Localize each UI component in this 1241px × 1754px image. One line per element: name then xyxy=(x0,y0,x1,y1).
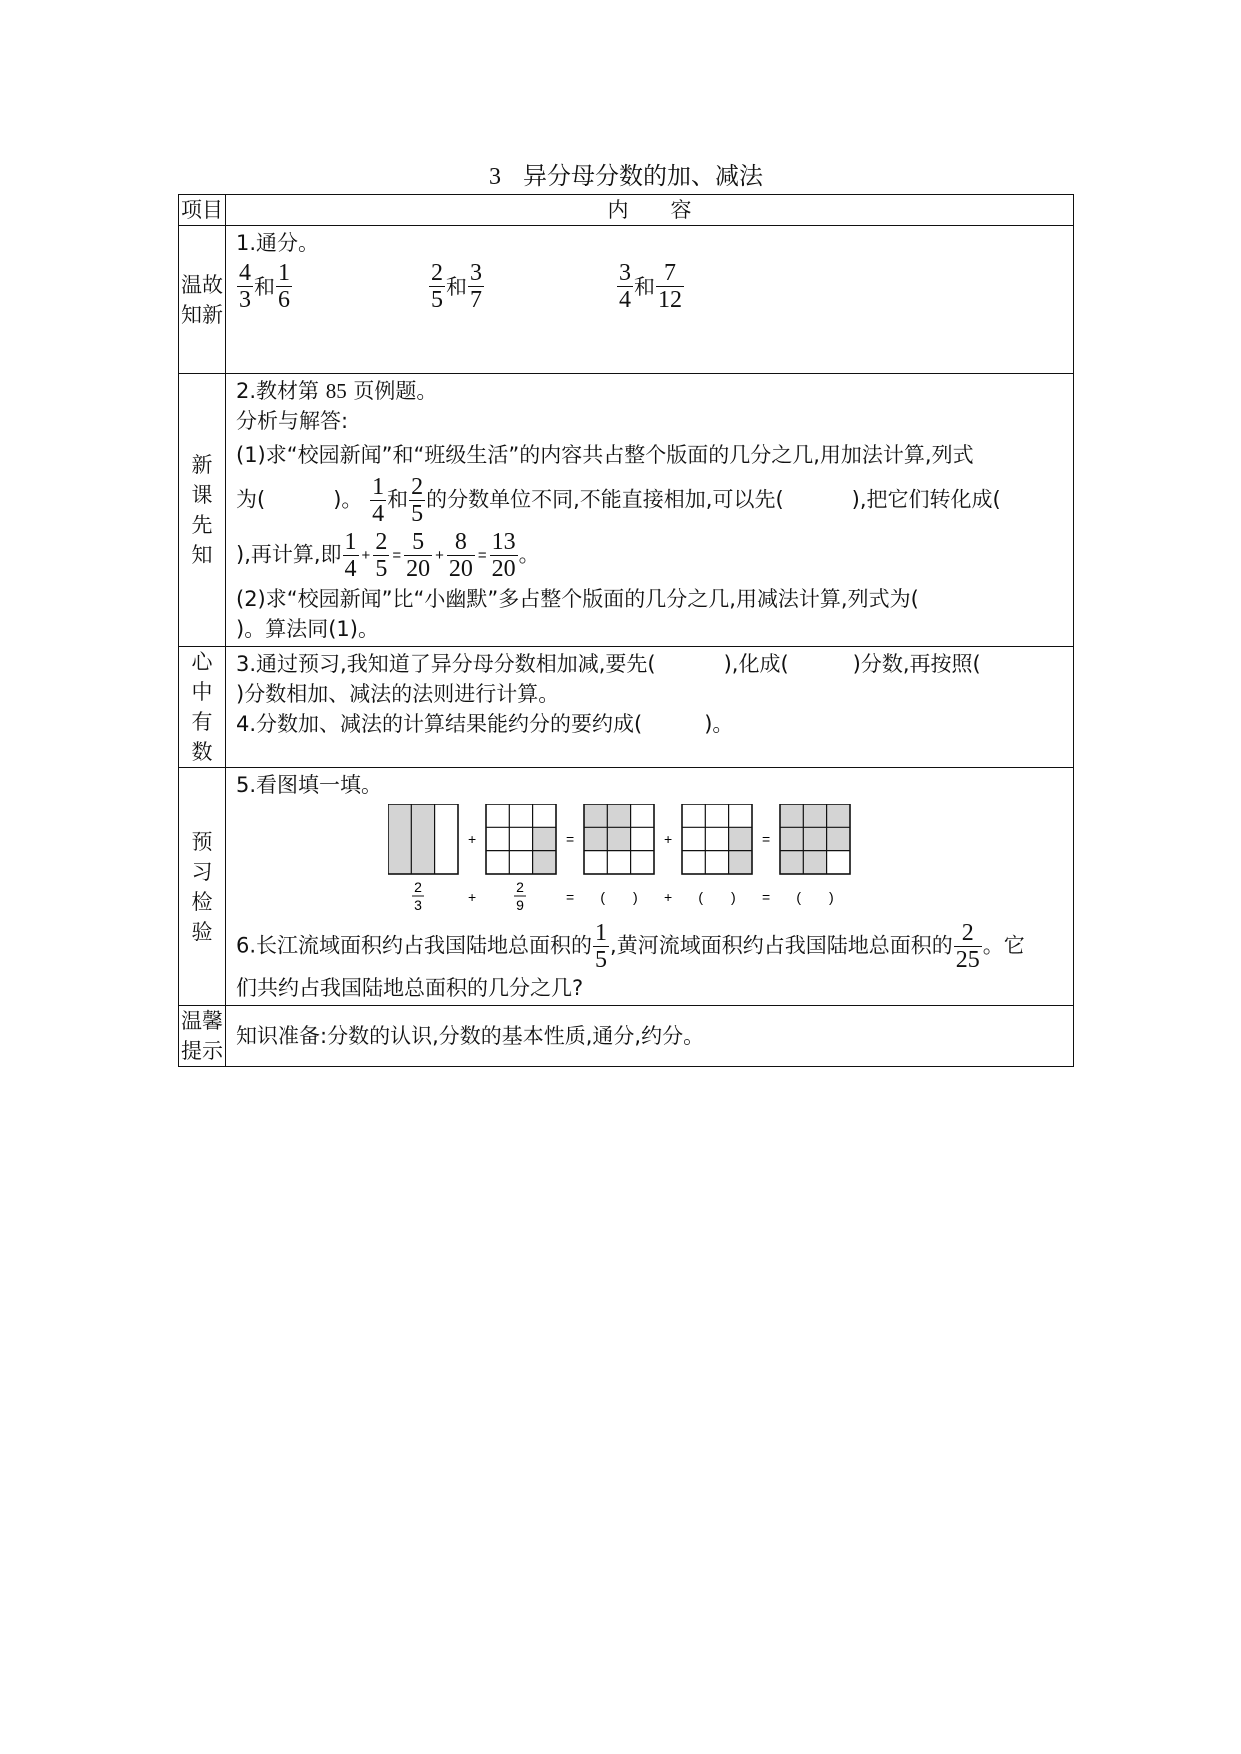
text: ),再计算,即 xyxy=(236,542,342,567)
in-mind-row xyxy=(179,647,1074,768)
denominator: 7 xyxy=(470,287,482,313)
fraction xyxy=(373,529,389,582)
numerator: 3 xyxy=(470,260,482,286)
shaded-cell xyxy=(388,804,411,874)
text: ,黄河流域面积约占我国陆地总面积的 xyxy=(610,933,953,958)
shaded-cell xyxy=(411,804,434,874)
text: 为( xyxy=(236,487,266,512)
plus-sign: + xyxy=(468,889,477,905)
fraction xyxy=(343,529,359,582)
p1-line3 xyxy=(236,529,1073,582)
text: ),把它们转化成( xyxy=(851,487,1001,512)
p1-line2 xyxy=(236,474,1073,527)
label-den: 3 xyxy=(414,897,422,913)
join-word: 和 xyxy=(254,274,275,299)
join-word: 和 xyxy=(446,274,467,299)
period: 。 xyxy=(518,542,540,567)
label-char: 检 xyxy=(191,889,213,914)
equals-sign: = xyxy=(762,831,771,847)
q6-line1 xyxy=(236,920,1073,973)
review-label xyxy=(179,226,226,374)
pair-2 xyxy=(428,260,616,313)
label-num: 2 xyxy=(414,879,422,895)
q4-line xyxy=(236,709,1073,739)
fraction xyxy=(954,920,982,973)
numerator: 4 xyxy=(239,260,251,286)
in-mind-content xyxy=(226,647,1074,768)
numerator: 8 xyxy=(454,529,467,555)
page-title xyxy=(178,156,1074,191)
new-lesson-row xyxy=(179,374,1074,647)
new-lesson-label xyxy=(179,374,226,647)
grid-ninths-c xyxy=(682,804,752,874)
text: 的分数单位不同,不能直接相加,可以先( xyxy=(426,487,784,512)
denominator: 5 xyxy=(431,287,443,313)
tip-content: 知识准备:分数的认识,分数的基本性质,通分,约分。 xyxy=(226,1006,1074,1067)
review-content xyxy=(226,226,1074,374)
numerator: 1 xyxy=(595,920,608,946)
equals-sign: = xyxy=(566,831,575,847)
denominator: 20 xyxy=(448,556,473,582)
text: )。 xyxy=(333,487,363,512)
denominator: 3 xyxy=(239,287,251,313)
plus-sign: + xyxy=(435,546,444,564)
text: 和 xyxy=(387,487,409,512)
label-char: 课 xyxy=(191,483,213,507)
tip-label-2: 提示 xyxy=(181,1039,223,1063)
text: 。它 xyxy=(982,933,1025,958)
fraction xyxy=(490,529,518,582)
new-lesson-content xyxy=(226,374,1074,647)
join-word: 和 xyxy=(634,274,655,299)
q5-text: 5.看图填一填。 xyxy=(236,773,383,797)
q2-text xyxy=(236,376,1073,406)
equals-sign: = xyxy=(566,889,575,905)
check-label xyxy=(179,768,226,1006)
fraction xyxy=(370,474,386,527)
label-char: 有 xyxy=(191,710,213,734)
title-text: 异分母分数的加、减法 xyxy=(523,162,763,190)
denominator: 4 xyxy=(372,501,385,527)
denominator: 5 xyxy=(411,501,424,527)
title-number: 3 xyxy=(489,164,501,190)
tip-label-1: 温馨 xyxy=(181,1009,223,1033)
review-row xyxy=(179,226,1074,374)
fraction xyxy=(656,260,684,313)
plus-sign: + xyxy=(664,831,673,847)
grid-ninths-a xyxy=(486,804,556,874)
review-label-1: 温故 xyxy=(181,272,223,297)
fraction xyxy=(593,920,609,973)
q2-suffix: 页例题。 xyxy=(353,379,438,403)
equals-sign: = xyxy=(477,546,487,564)
fraction-grid-figure xyxy=(388,804,888,918)
fraction xyxy=(468,260,484,313)
text: ),化成( xyxy=(723,652,789,676)
denominator: 4 xyxy=(619,287,631,313)
label-char: 中 xyxy=(191,680,213,704)
header-row xyxy=(179,195,1074,226)
numerator: 3 xyxy=(619,260,631,286)
fraction xyxy=(276,260,292,313)
pair-1 xyxy=(236,260,428,313)
denominator: 20 xyxy=(406,556,431,582)
grid-ninths-b xyxy=(584,804,654,874)
tip-row xyxy=(179,1006,1074,1067)
numerator: 5 xyxy=(412,529,425,555)
grid-ninths-d xyxy=(780,804,850,874)
label-char: 知 xyxy=(191,543,213,567)
denominator: 20 xyxy=(491,556,516,582)
shaded-cell xyxy=(533,827,556,850)
shaded-cell xyxy=(729,827,752,850)
numerator: 7 xyxy=(664,260,676,286)
equals-sign: = xyxy=(392,546,402,564)
equals-sign: = xyxy=(762,889,771,905)
fraction xyxy=(404,529,432,582)
denominator: 25 xyxy=(955,947,980,973)
denominator: 4 xyxy=(344,556,357,582)
fraction xyxy=(429,260,445,313)
answer-blank[interactable]: ( ) xyxy=(796,889,834,905)
plus-sign: + xyxy=(361,546,371,564)
check-content xyxy=(226,768,1074,1006)
denominator: 5 xyxy=(375,556,388,582)
label-char: 心 xyxy=(191,650,213,674)
analysis-text: 分析与解答: xyxy=(236,409,349,433)
grid-thirds xyxy=(388,804,458,874)
label-char: 预 xyxy=(191,829,213,854)
label-char: 验 xyxy=(191,919,213,944)
text: 3.通过预习,我知道了异分母分数相加减,要先( xyxy=(236,652,656,676)
header-project: 项目 xyxy=(179,195,226,226)
check-row xyxy=(179,768,1074,1006)
review-label-2: 知新 xyxy=(181,302,223,327)
numerator: 1 xyxy=(372,474,385,500)
p2-line2: )。算法同(1)。 xyxy=(236,617,379,641)
label-char: 数 xyxy=(191,740,213,764)
numerator: 2 xyxy=(961,920,974,946)
plus-sign: + xyxy=(664,889,673,905)
header-content: 内 容 xyxy=(226,195,1074,226)
denominator: 5 xyxy=(595,947,608,973)
label-char: 习 xyxy=(191,859,213,884)
text: )。 xyxy=(704,712,734,736)
text: )分数,再按照( xyxy=(852,652,981,676)
fraction xyxy=(447,529,475,582)
tip-label xyxy=(179,1006,226,1067)
fraction xyxy=(409,474,425,527)
text: 4.分数加、减法的计算结果能约分的要约成( xyxy=(236,712,643,736)
numerator: 1 xyxy=(278,260,290,286)
numerator: 2 xyxy=(375,529,388,555)
in-mind-label xyxy=(179,647,226,768)
shaded-cell xyxy=(533,851,556,874)
p2-line1: (2)求“校园新闻”比“小幽默”多占整个版面的几分之几,用减法计算,列式为( xyxy=(236,587,919,611)
label-char: 先 xyxy=(191,513,213,537)
answer-blank[interactable]: ( ) xyxy=(600,889,638,905)
label-den: 9 xyxy=(516,897,524,913)
text: 6.长江流域面积约占我国陆地总面积的 xyxy=(236,933,593,958)
q2-prefix: 2.教材第 xyxy=(236,379,320,403)
numerator: 2 xyxy=(431,260,443,286)
p1-line1: (1)求“校园新闻”和“班级生活”的内容共占整个版面的几分之几,用加法计算,列式 xyxy=(236,443,974,467)
plus-sign: + xyxy=(468,831,477,847)
answer-blank[interactable]: ( ) xyxy=(698,889,736,905)
shaded-cell xyxy=(729,851,752,874)
worksheet-table xyxy=(178,194,1074,1067)
q1-text: 1.通分。 xyxy=(236,231,320,255)
denominator: 12 xyxy=(658,287,682,313)
fraction-pairs xyxy=(236,260,1073,313)
q2-page: 85 xyxy=(325,379,347,403)
denominator: 6 xyxy=(278,287,290,313)
numerator: 2 xyxy=(411,474,424,500)
numerator: 13 xyxy=(491,529,516,555)
label-num: 2 xyxy=(516,879,524,895)
numerator: 1 xyxy=(344,529,357,555)
pair-3 xyxy=(616,260,685,313)
q6-line2: 们共约占我国陆地总面积的几分之几? xyxy=(236,976,584,1000)
label-char: 新 xyxy=(191,453,213,477)
q3-line2: )分数相加、减法的法则进行计算。 xyxy=(236,682,560,706)
fraction xyxy=(237,260,253,313)
q3-line1 xyxy=(236,649,1073,679)
fraction xyxy=(617,260,633,313)
